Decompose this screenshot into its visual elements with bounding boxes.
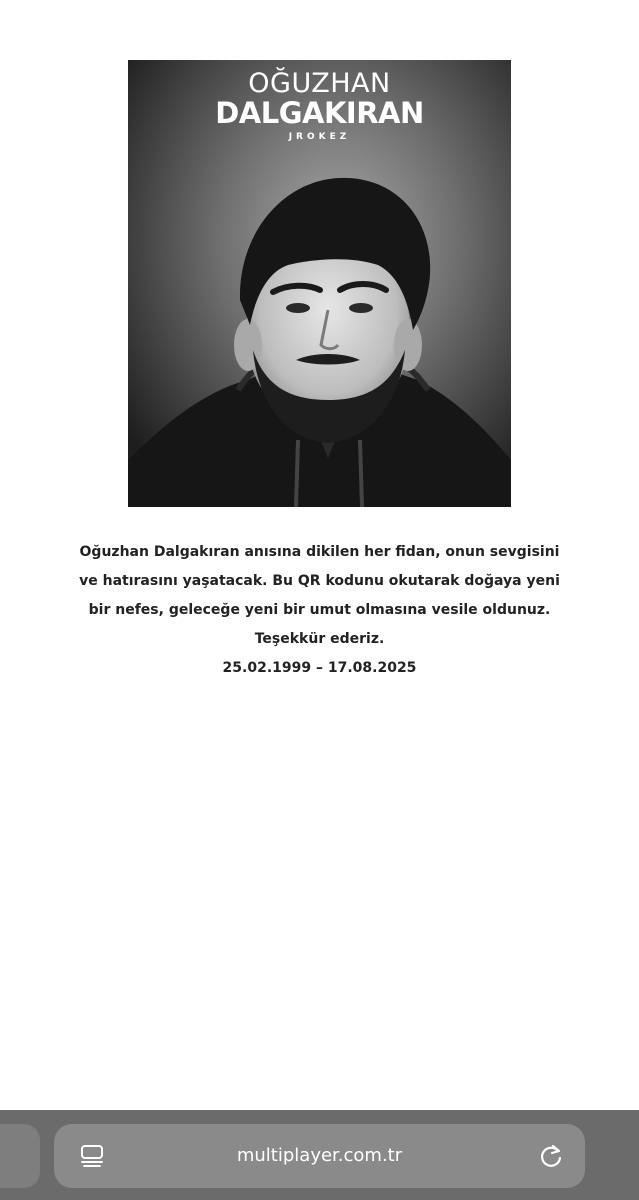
memorial-poster	[128, 60, 511, 507]
previous-tab-button[interactable]	[0, 1124, 40, 1188]
poster-nickname: JROKEZ	[288, 132, 351, 142]
poster-first-name: OĞUZHAN	[248, 68, 391, 99]
memorial-dates: 25.02.1999 – 17.08.2025	[222, 660, 417, 676]
message-line: Oğuzhan Dalgakıran anısına dikilen her fidan, onun sevgisini	[79, 544, 560, 560]
address-bar[interactable]	[54, 1124, 585, 1188]
message-line: Teşekkür ederiz.	[254, 631, 385, 647]
message-line: bir nefes, geleceğe yeni bir umut olmasına vesile oldunuz.	[88, 602, 551, 618]
message-line: ve hatırasını yaşatacak. Bu QR kodunu okutarak doğaya yeni	[79, 573, 560, 589]
poster-last-name: DALGAKIRAN	[215, 96, 424, 130]
memorial-message	[60, 538, 579, 654]
url-text[interactable]: multiplayer.com.tr	[236, 1145, 403, 1166]
reload-icon[interactable]	[537, 1142, 565, 1170]
browser-toolbar	[0, 1110, 639, 1200]
